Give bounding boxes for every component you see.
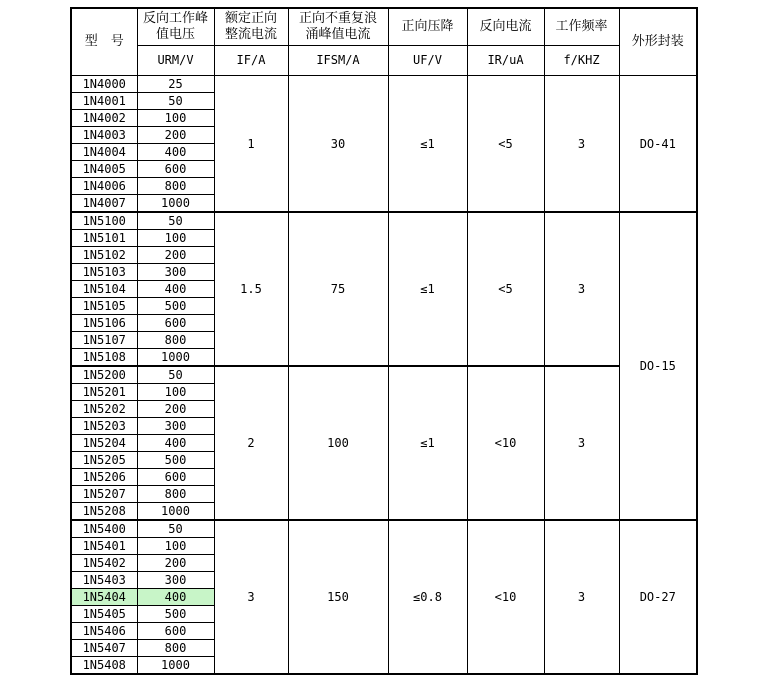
header-if-line1: 额定正向 bbox=[224, 10, 277, 26]
voltage-cell[interactable]: 500 bbox=[137, 452, 214, 469]
voltage-cell[interactable]: 50 bbox=[137, 93, 214, 110]
voltage-cell[interactable]: 200 bbox=[137, 127, 214, 144]
header-if-title bbox=[214, 8, 288, 46]
f-cell: 3 bbox=[544, 366, 619, 520]
model-cell[interactable]: 1N5208 bbox=[71, 503, 137, 521]
model-cell[interactable]: 1N4004 bbox=[71, 144, 137, 161]
f-cell: 3 bbox=[544, 520, 619, 674]
model-cell[interactable]: 1N5202 bbox=[71, 401, 137, 418]
header-ifsm-line1: 正向不重复浪 bbox=[298, 10, 377, 26]
model-cell[interactable]: 1N4003 bbox=[71, 127, 137, 144]
model-cell[interactable]: 1N4006 bbox=[71, 178, 137, 195]
voltage-cell[interactable]: 1000 bbox=[137, 349, 214, 367]
voltage-cell[interactable]: 1000 bbox=[137, 657, 214, 675]
ir-cell: <10 bbox=[467, 520, 544, 674]
model-cell[interactable]: 1N5106 bbox=[71, 315, 137, 332]
voltage-cell[interactable]: 600 bbox=[137, 623, 214, 640]
voltage-cell[interactable]: 300 bbox=[137, 572, 214, 589]
model-cell[interactable]: 1N5103 bbox=[71, 264, 137, 281]
package-cell: DO-27 bbox=[619, 520, 697, 674]
model-cell[interactable]: 1N4005 bbox=[71, 161, 137, 178]
header-f-symbol: f/KHZ bbox=[544, 46, 619, 76]
ir-cell: <5 bbox=[467, 76, 544, 213]
model-cell[interactable]: 1N5204 bbox=[71, 435, 137, 452]
model-cell[interactable]: 1N5407 bbox=[71, 640, 137, 657]
model-cell[interactable]: 1N5403 bbox=[71, 572, 137, 589]
table-row bbox=[71, 366, 697, 384]
voltage-cell[interactable]: 50 bbox=[137, 212, 214, 230]
header-urm-symbol: URM/V bbox=[137, 46, 214, 76]
header-if-line2: 整流电流 bbox=[224, 27, 277, 42]
voltage-cell[interactable]: 200 bbox=[137, 401, 214, 418]
model-cell[interactable]: 1N5406 bbox=[71, 623, 137, 640]
voltage-cell[interactable]: 50 bbox=[137, 366, 214, 384]
ir-cell: <10 bbox=[467, 366, 544, 520]
model-cell[interactable]: 1N4007 bbox=[71, 195, 137, 213]
voltage-cell[interactable]: 800 bbox=[137, 178, 214, 195]
voltage-cell[interactable]: 800 bbox=[137, 332, 214, 349]
model-cell[interactable]: 1N4000 bbox=[71, 76, 137, 93]
model-cell[interactable]: 1N5207 bbox=[71, 486, 137, 503]
model-cell[interactable]: 1N5408 bbox=[71, 657, 137, 675]
header-urm-line1: 反向工作峰 bbox=[142, 10, 208, 26]
header-uf-symbol: UF/V bbox=[388, 46, 467, 76]
model-cell[interactable]: 1N5400 bbox=[71, 520, 137, 538]
diode-spec-table bbox=[70, 7, 698, 675]
model-cell[interactable]: 1N5100 bbox=[71, 212, 137, 230]
model-cell[interactable]: 1N5203 bbox=[71, 418, 137, 435]
voltage-cell[interactable]: 800 bbox=[137, 640, 214, 657]
ir-cell: <5 bbox=[467, 212, 544, 366]
if-cell: 1 bbox=[214, 76, 288, 213]
voltage-cell[interactable]: 100 bbox=[137, 230, 214, 247]
voltage-cell[interactable]: 800 bbox=[137, 486, 214, 503]
voltage-cell[interactable]: 200 bbox=[137, 555, 214, 572]
voltage-cell[interactable]: 600 bbox=[137, 469, 214, 486]
voltage-cell[interactable]: 400 bbox=[137, 144, 214, 161]
f-cell: 3 bbox=[544, 212, 619, 366]
if-cell: 2 bbox=[214, 366, 288, 520]
table-row bbox=[71, 212, 697, 230]
voltage-cell[interactable]: 1000 bbox=[137, 503, 214, 521]
header-ir-symbol: IR/uA bbox=[467, 46, 544, 76]
header-ifsm-line2: 涌峰值电流 bbox=[305, 27, 371, 42]
model-cell[interactable]: 1N5200 bbox=[71, 366, 137, 384]
uf-cell: ≤1 bbox=[388, 76, 467, 213]
model-cell[interactable]: 1N5201 bbox=[71, 384, 137, 401]
model-cell[interactable]: 1N5401 bbox=[71, 538, 137, 555]
package-cell: DO-41 bbox=[619, 76, 697, 213]
ifsm-cell: 75 bbox=[288, 212, 388, 366]
voltage-cell[interactable]: 600 bbox=[137, 161, 214, 178]
model-cell[interactable]: 1N5105 bbox=[71, 298, 137, 315]
uf-cell: ≤0.8 bbox=[388, 520, 467, 674]
model-cell[interactable]: 1N5404 bbox=[71, 589, 137, 606]
uf-cell: ≤1 bbox=[388, 212, 467, 366]
ifsm-cell: 150 bbox=[288, 520, 388, 674]
voltage-cell[interactable]: 400 bbox=[137, 435, 214, 452]
voltage-cell[interactable]: 400 bbox=[137, 281, 214, 298]
header-urm-line2: 值电压 bbox=[155, 27, 195, 42]
model-cell[interactable]: 1N5405 bbox=[71, 606, 137, 623]
header-if-symbol: IF/A bbox=[214, 46, 288, 76]
model-cell[interactable]: 1N5102 bbox=[71, 247, 137, 264]
header-ifsm-title bbox=[288, 8, 388, 46]
voltage-cell[interactable]: 1000 bbox=[137, 195, 214, 213]
model-cell[interactable]: 1N5206 bbox=[71, 469, 137, 486]
header-package: 外形封装 bbox=[619, 8, 697, 76]
table-row bbox=[71, 520, 697, 538]
voltage-cell[interactable]: 400 bbox=[137, 589, 214, 606]
table-row bbox=[71, 76, 697, 93]
header-urm-title bbox=[137, 8, 214, 46]
f-cell: 3 bbox=[544, 76, 619, 213]
table-body bbox=[71, 76, 697, 675]
if-cell: 3 bbox=[214, 520, 288, 674]
voltage-cell[interactable]: 500 bbox=[137, 606, 214, 623]
header-f-title: 工作频率 bbox=[544, 8, 619, 46]
package-cell: DO-15 bbox=[619, 212, 697, 520]
if-cell: 1.5 bbox=[214, 212, 288, 366]
model-cell[interactable]: 1N5107 bbox=[71, 332, 137, 349]
voltage-cell[interactable]: 100 bbox=[137, 384, 214, 401]
header-ifsm-symbol: IFSM/A bbox=[288, 46, 388, 76]
voltage-cell[interactable]: 300 bbox=[137, 418, 214, 435]
model-cell[interactable]: 1N5108 bbox=[71, 349, 137, 367]
voltage-cell[interactable]: 100 bbox=[137, 110, 214, 127]
header-ir-title: 反向电流 bbox=[467, 8, 544, 46]
ifsm-cell: 30 bbox=[288, 76, 388, 213]
voltage-cell[interactable]: 600 bbox=[137, 315, 214, 332]
model-cell[interactable]: 1N5402 bbox=[71, 555, 137, 572]
header-uf-title: 正向压降 bbox=[388, 8, 467, 46]
model-cell[interactable]: 1N5205 bbox=[71, 452, 137, 469]
voltage-cell[interactable]: 50 bbox=[137, 520, 214, 538]
uf-cell: ≤1 bbox=[388, 366, 467, 520]
voltage-cell[interactable]: 500 bbox=[137, 298, 214, 315]
model-cell[interactable]: 1N4001 bbox=[71, 93, 137, 110]
voltage-cell[interactable]: 200 bbox=[137, 247, 214, 264]
model-cell[interactable]: 1N4002 bbox=[71, 110, 137, 127]
voltage-cell[interactable]: 25 bbox=[137, 76, 214, 93]
model-cell[interactable]: 1N5104 bbox=[71, 281, 137, 298]
header-model: 型 号 bbox=[71, 8, 137, 76]
spec-table-container bbox=[70, 7, 698, 675]
voltage-cell[interactable]: 300 bbox=[137, 264, 214, 281]
voltage-cell[interactable]: 100 bbox=[137, 538, 214, 555]
ifsm-cell: 100 bbox=[288, 366, 388, 520]
model-cell[interactable]: 1N5101 bbox=[71, 230, 137, 247]
